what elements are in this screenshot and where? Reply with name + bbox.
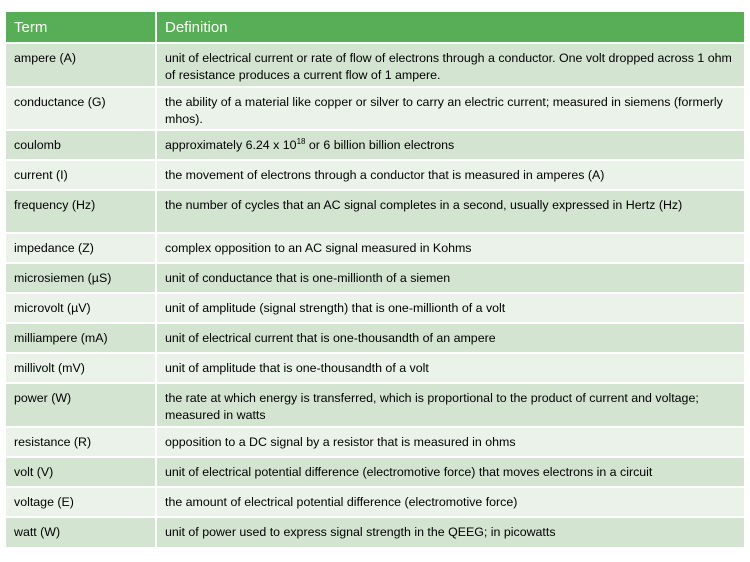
term-cell: voltage (E) <box>6 487 156 517</box>
definition-cell: unit of amplitude (signal strength) that is one-millionth of a volt <box>156 293 744 323</box>
table-row <box>6 190 744 233</box>
exponent: 18 <box>296 136 306 146</box>
table-row <box>6 353 744 383</box>
definition-cell: complex opposition to an AC signal measured in Kohms <box>156 233 744 263</box>
definition-cell: the amount of electrical potential difference (electromotive force) <box>156 487 744 517</box>
glossary-table <box>6 12 744 547</box>
table-row <box>6 130 744 160</box>
term-cell: watt (W) <box>6 517 156 547</box>
term-cell: volt (V) <box>6 457 156 487</box>
header-term: Term <box>6 12 156 43</box>
term-cell: ampere (A) <box>6 43 156 87</box>
term-cell: impedance (Z) <box>6 233 156 263</box>
table-row <box>6 517 744 547</box>
definition-cell <box>156 130 744 160</box>
definition-cell: unit of electrical potential difference (electromotive force) that moves electrons in a circuit <box>156 457 744 487</box>
table-row <box>6 457 744 487</box>
definition-cell: the rate at which energy is transferred, which is proportional to the product of current and voltage; measured in watts <box>156 383 744 427</box>
table-row <box>6 427 744 457</box>
definition-cell: the number of cycles that an AC signal completes in a second, usually expressed in Hertz (Hz) <box>156 190 744 233</box>
definition-cell: the movement of electrons through a conductor that is measured in amperes (A) <box>156 160 744 190</box>
term-cell: resistance (R) <box>6 427 156 457</box>
table-row <box>6 487 744 517</box>
definition-cell: opposition to a DC signal by a resistor that is measured in ohms <box>156 427 744 457</box>
definition-cell: unit of amplitude that is one-thousandth of a volt <box>156 353 744 383</box>
table-header-row <box>6 12 744 43</box>
table-row <box>6 263 744 293</box>
definition-cell: unit of conductance that is one-millionth of a siemen <box>156 263 744 293</box>
table-row <box>6 323 744 353</box>
definition-text: approximately 6.24 x 10 <box>165 138 297 152</box>
term-cell: current (I) <box>6 160 156 190</box>
definition-cell: unit of electrical current that is one-thousandth of an ampere <box>156 323 744 353</box>
definition-cell: unit of power used to express signal strength in the QEEG; in picowatts <box>156 517 744 547</box>
term-cell: power (W) <box>6 383 156 427</box>
term-cell: millivolt (mV) <box>6 353 156 383</box>
definition-text: or 6 billion billion electrons <box>305 138 455 152</box>
term-cell: conductance (G) <box>6 87 156 130</box>
glossary-table-container <box>6 12 744 547</box>
definition-cell: unit of electrical current or rate of flow of electrons through a conductor. One volt dropped across 1 ohm of resistance produces a current flow of 1 ampere. <box>156 43 744 87</box>
header-definition: Definition <box>156 12 744 43</box>
term-cell: milliampere (mA) <box>6 323 156 353</box>
table-row <box>6 160 744 190</box>
table-row <box>6 87 744 130</box>
table-row <box>6 293 744 323</box>
term-cell: microsiemen (µS) <box>6 263 156 293</box>
table-row <box>6 383 744 427</box>
table-row <box>6 233 744 263</box>
term-cell: coulomb <box>6 130 156 160</box>
definition-cell: the ability of a material like copper or silver to carry an electric current; measured in siemens (formerly mhos). <box>156 87 744 130</box>
term-cell: microvolt (µV) <box>6 293 156 323</box>
table-row <box>6 43 744 87</box>
term-cell: frequency (Hz) <box>6 190 156 233</box>
